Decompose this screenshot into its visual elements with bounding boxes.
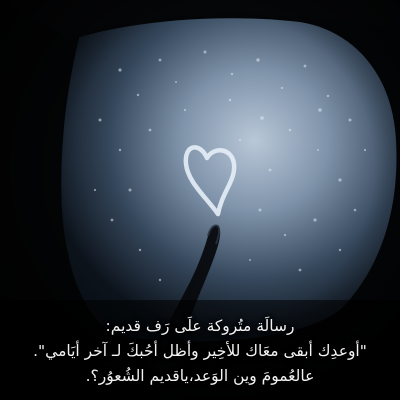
arabic-caption bbox=[8, 314, 392, 389]
caption-line-2: "أوعدِك أبقى معَاك للأخِير وأظل أحُبكَ لـ آخر أيَامي". bbox=[33, 342, 367, 360]
caption-line-3: عالعُمومَ وين الوَعد،ياقديم الشُعوُر؟. bbox=[85, 367, 315, 385]
caption-line-1: رسالَة متُروكة علَى رَف قديم: bbox=[105, 317, 295, 335]
